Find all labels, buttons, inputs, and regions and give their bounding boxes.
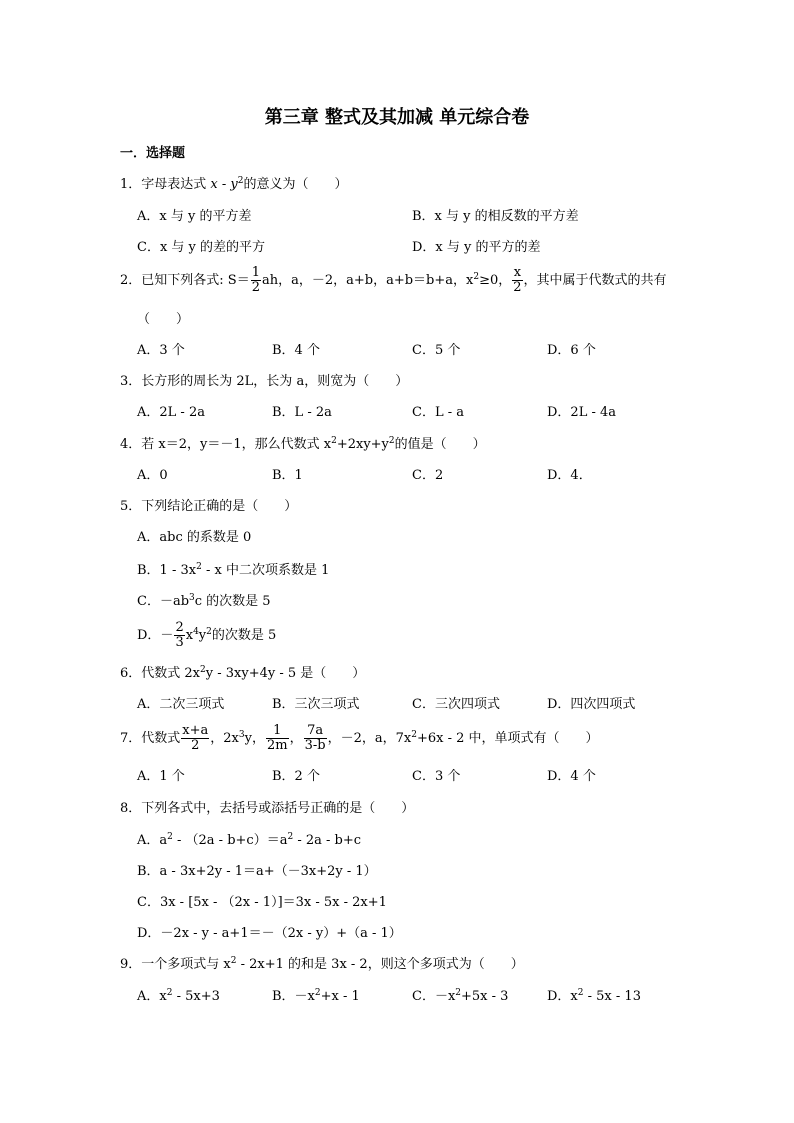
question-4-option-d: D．4．	[547, 468, 592, 483]
section-heading: 一．选择题	[120, 146, 186, 161]
question-6-option-a: A．二次三项式	[137, 697, 225, 712]
question-1-stem: 1．字母表达式 x - $y^2$的意义为（ ）	[120, 176, 348, 192]
question-8-option-b: B．a - 3x+2y - 1＝a+（－3x+2y - 1）	[137, 864, 377, 879]
question-3-option-d: D．2L - 4a	[547, 405, 617, 420]
question-3-option-a: A．2L - 2a	[137, 405, 205, 420]
question-6-stem: 6．代数式 $2x^2y - 3xy+4y - 5$ 是（ ）	[120, 665, 366, 681]
question-5-option-b: B．$1 - 3x^2$ - x 中二次项系数是 1	[137, 562, 330, 578]
question-7-option-d: D．4 个	[547, 769, 596, 784]
question-2-option-b: B．4 个	[272, 343, 320, 358]
question-2-option-d: D．6 个	[547, 343, 596, 358]
question-4-option-a: A．0	[137, 468, 168, 483]
fraction: $\frac{7a}{3-b}$	[304, 723, 326, 753]
question-1-option-a: A．x 与 y 的平方差	[137, 209, 252, 224]
question-9-stem: 9．一个多项式与 $x^2 - 2x+1$ 的和是 3x - 2，则这个多项式为（ ）	[120, 956, 524, 972]
fraction: $\frac{x}{2}$	[513, 265, 522, 295]
question-8-option-c: C．3x - [5x - （2x - 1）]＝3x - 5x - 2x+1	[137, 895, 387, 910]
question-8-option-d: D．－2x - y - a+1＝－（2x - y）+（a - 1）	[137, 926, 402, 941]
question-6-option-d: D．四次四项式	[547, 697, 636, 712]
question-9-option-a: A．$x^2 - 5x+3$	[137, 988, 220, 1004]
question-4-option-b: B．1	[272, 468, 303, 483]
question-3-option-b: B．L - 2a	[272, 405, 332, 420]
fraction: $\frac{1}{2}$	[251, 265, 260, 295]
fraction: $\frac{1}{2m}$	[266, 723, 288, 753]
question-2-paren: （ ）	[137, 312, 190, 327]
question-5-stem: 5．下列结论正确的是（ ）	[120, 499, 298, 514]
page-title: 第三章 整式及其加减 单元综合卷	[264, 107, 530, 128]
question-5-option-c: C．$-ab^3c$ 的次数是 5	[137, 593, 271, 609]
question-7-option-b: B．2 个	[272, 769, 320, 784]
question-2-stem: 2．已知下列各式: S＝ $\frac{1}{2}$ ah，a，－2，a+b，a+b＝b+a，$x^2\ge 0$， $\frac{x}{2}$ ，其中属于代数式的共有	[120, 265, 667, 295]
fraction: $\frac{x+a}{2}$	[182, 723, 209, 753]
question-6-option-b: B．三次三项式	[272, 697, 360, 712]
question-9-option-b: B．$-x^2+x - 1$	[272, 988, 360, 1004]
question-5-option-a: A．abc 的系数是 0	[137, 530, 252, 545]
question-2-option-a: A．3 个	[137, 343, 185, 358]
question-3-stem: 3．长方形的周长为 2L，长为 a，则宽为（ ）	[120, 374, 409, 389]
question-1-option-c: C．x 与 y 的差的平方	[137, 240, 266, 255]
question-9-option-d: D．$x^2 - 5x - 13$	[547, 988, 641, 1004]
question-1-option-b: B．x 与 y 的相反数的平方差	[412, 209, 579, 224]
question-7-stem: 7．代数式 $\frac{x+a}{2}$ ，$2x^3y$， $\frac{1}{2m}$ ， $\frac{7a}{3-b}$ ，－2，a，$7x^2+6x - 2$ 中，单项式有（ ）	[120, 723, 599, 753]
question-4-stem: 4．若 x＝2，y＝－1，那么代数式 $x^2+2xy+y^2$的值是（ ）	[120, 436, 486, 452]
question-8-stem: 8．下列各式中，去括号或添括号正确的是（ ）	[120, 801, 415, 816]
question-1-option-d: D．x 与 y 的平方的差	[412, 240, 541, 255]
question-2-option-c: C．5 个	[412, 343, 461, 358]
question-5-option-d: D．－ $\frac{2}{3}$ $x^4y^2$的次数是 5	[137, 620, 277, 650]
question-3-option-c: C．L - a	[412, 405, 464, 420]
question-6-option-c: C．三次四项式	[412, 697, 500, 712]
question-8-option-a: A．$a^2 - (2a - b+c)=a^2 - 2a - b+c$	[137, 832, 362, 848]
question-4-option-c: C．2	[412, 468, 444, 483]
question-7-option-c: C．3 个	[412, 769, 461, 784]
question-9-option-c: C．$-x^2+5x - 3$	[412, 988, 509, 1004]
fraction: $\frac{2}{3}$	[175, 620, 184, 650]
question-7-option-a: A．1 个	[137, 769, 185, 784]
